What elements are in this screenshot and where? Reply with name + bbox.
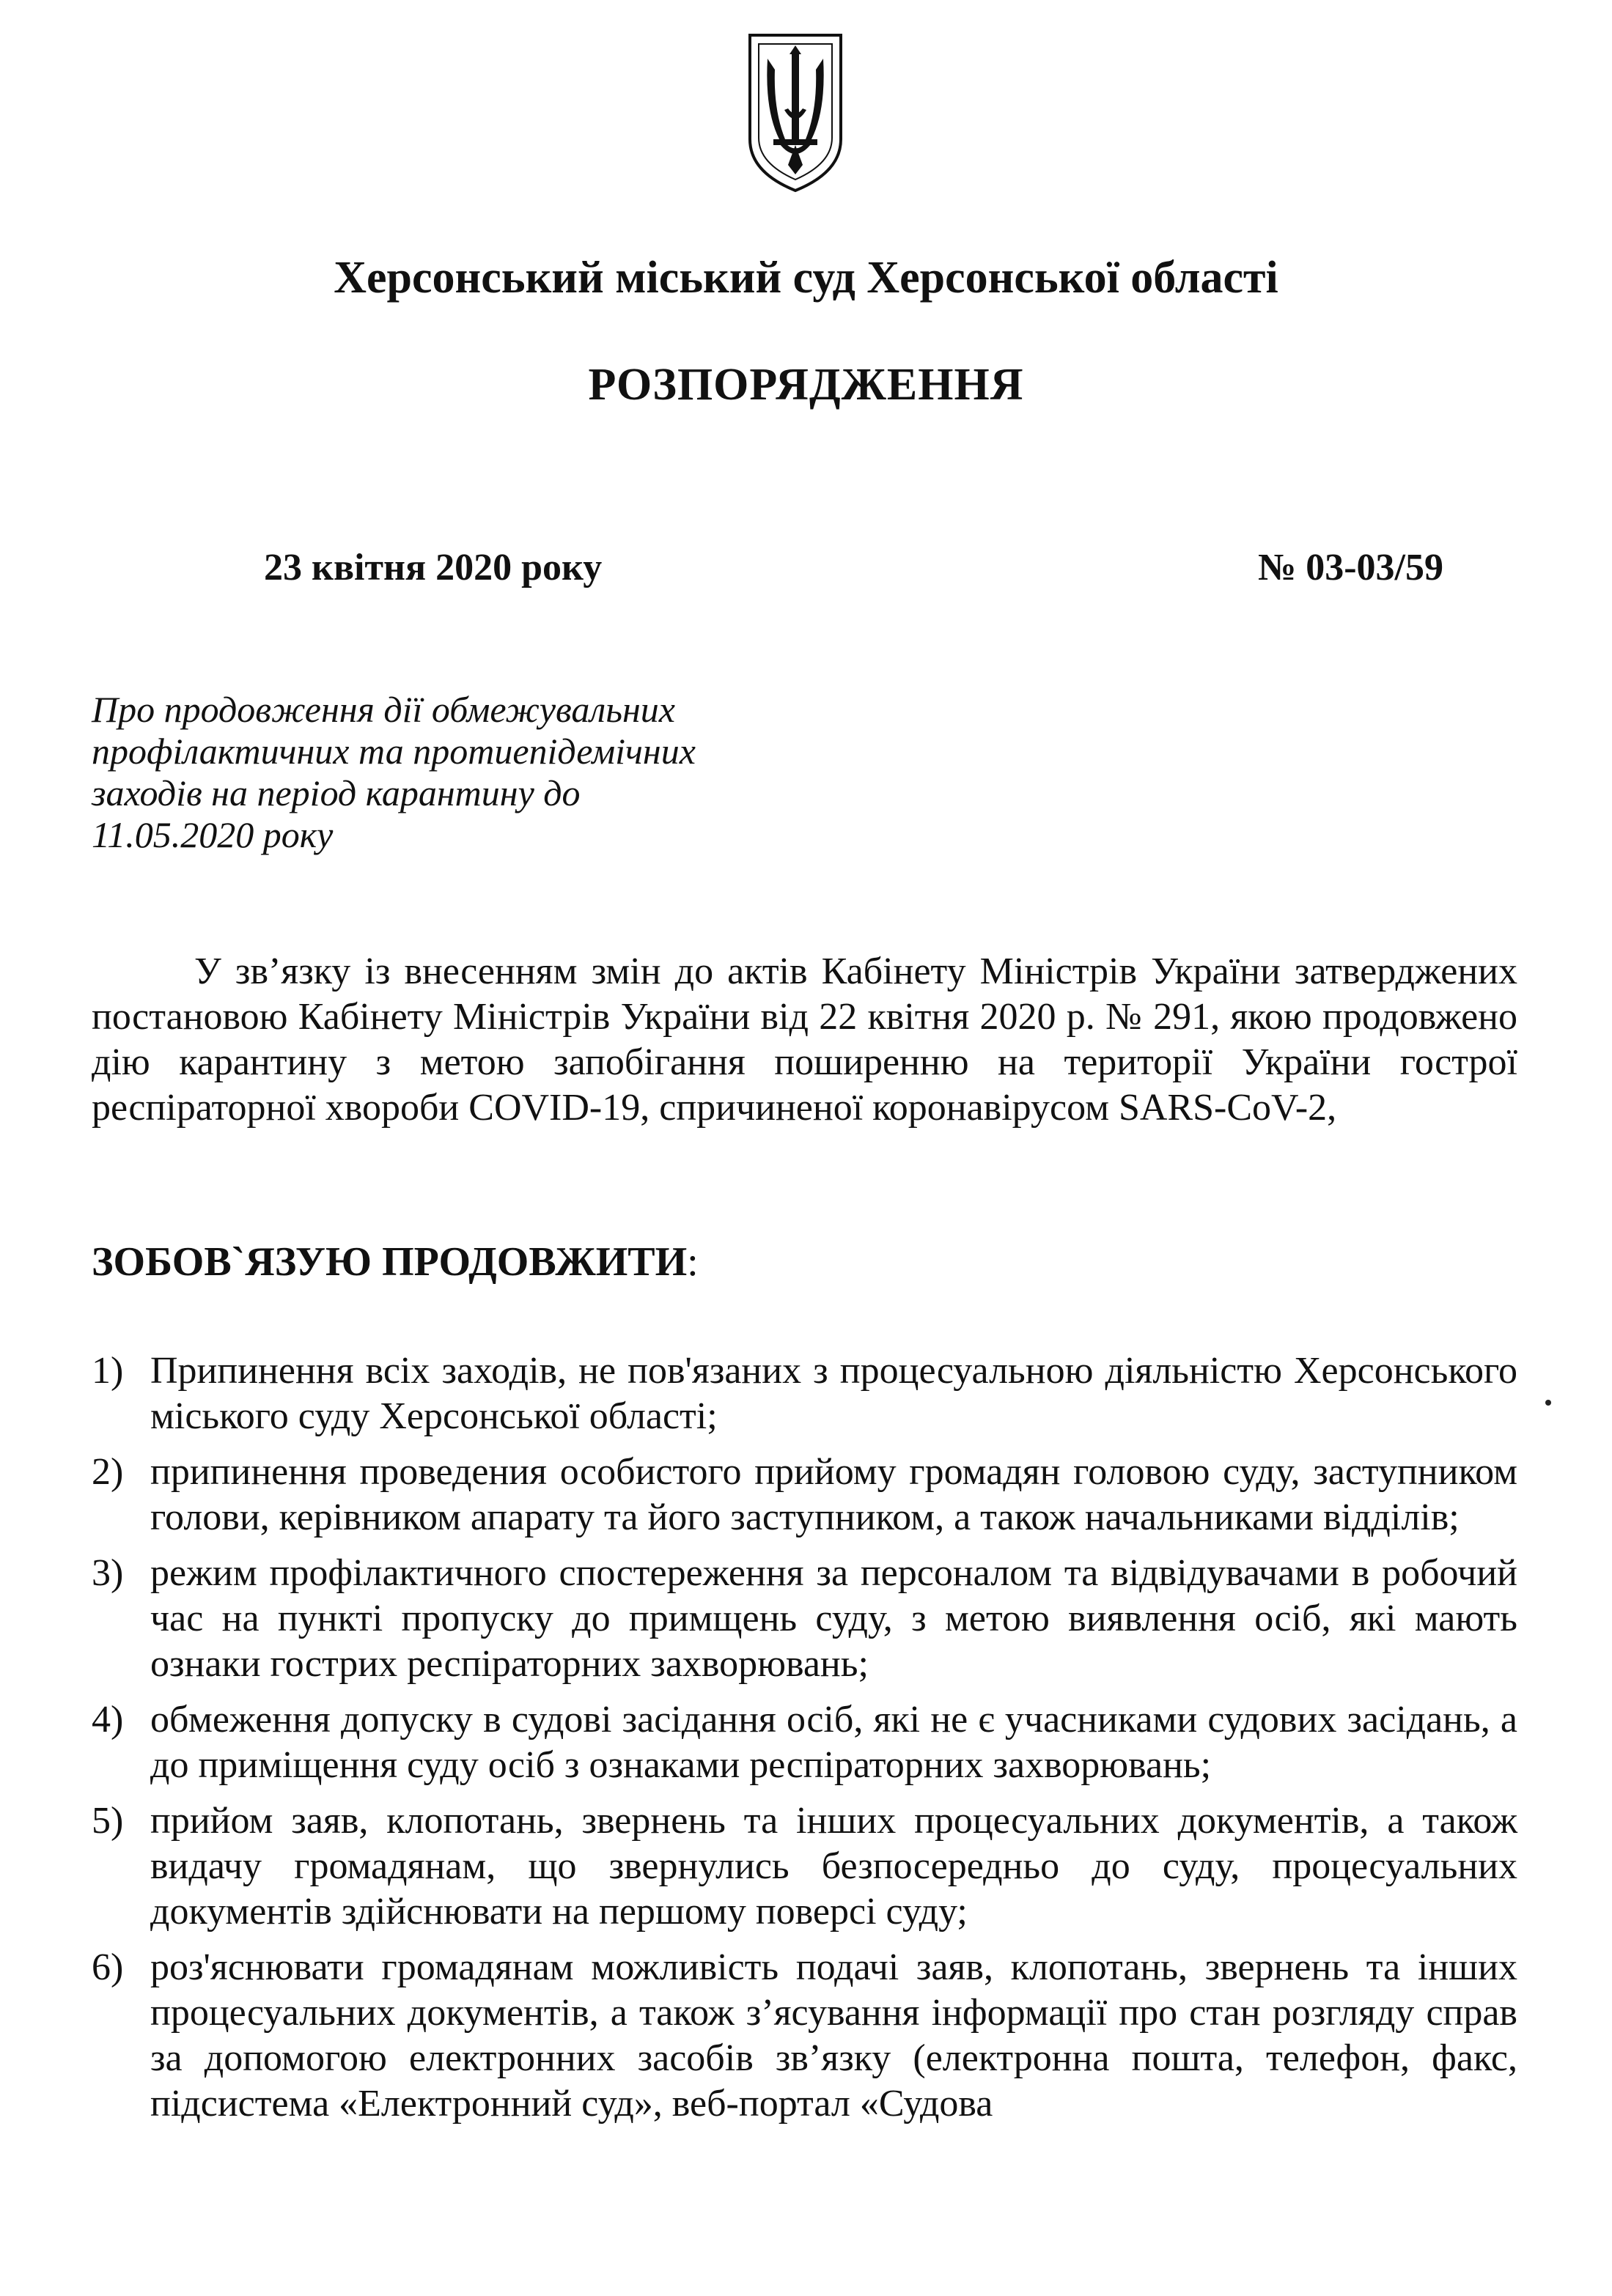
item-text: роз'яснювати громадянам можливість подачі заяв, клопотань, звернень та інших процесуальних документів, а також з’ясування інформації про стан розгляду справ за допомогою електронних засобів зв’язку (електронна пошта, телефон, факс, підсистема «Електронний суд», веб-портал «Судова [150,1946,1517,2125]
document-date: 23 квітня 2020 року [264,547,603,588]
list-item [92,1551,1517,1687]
document-type: РОЗПОРЯДЖЕННЯ [588,360,1024,410]
item-text: режим профілактичного спостереження за персоналом та відвідувачами в робочий час на пункті пропуску до примщень суду, з метою виявлення осіб, які мають ознаки гострих респіраторних захворювань; [150,1552,1517,1685]
list-item [92,1348,1517,1439]
list-item [92,1945,1517,2127]
item-text: прийом заяв, клопотань, звернень та інших процесуальних документів, а також видачу громадянам, що звернулись безпосередньо до суду, процесуальних документів здійснювати на першому поверсі суду; [150,1800,1517,1933]
subject-line: заходів на період карантину до [92,772,581,813]
list-item [92,1450,1517,1540]
list-item [92,1697,1517,1788]
item-number: 5) [92,1800,124,1842]
item-text: припинення проведения особистого прийому громадян головою суду, заступником голови, керівником апарату та його заступником, а також начальниками відділів; [150,1451,1517,1538]
trident-coat-of-arms-icon [744,29,847,194]
subject-line: 11.05.2020 року [92,814,334,855]
item-number: 3) [92,1552,124,1594]
item-number: 4) [92,1699,124,1741]
scan-speck [1545,1400,1551,1406]
item-text: обмеження допуску в судові засідання осіб, які не є учасниками судових засідань, а до приміщення суду осіб з ознаками респіраторних захворювань; [150,1699,1517,1786]
item-number: 1) [92,1350,124,1392]
preamble-paragraph: У зв’язку із внесенням змін до актів Кабінету Міністрів України затверджених постановою Кабінету Міністрів України від 22 квітня 2020 р. № 291, якою продовжено дію карантину з метою запобігання поширенню на території України гострої респіраторної хвороби COVID-19, спричиненої коронавірусом SARS-CoV-2, [92,950,1517,1129]
item-number: 2) [92,1451,124,1493]
subject-line: Про продовження дії обмежувальних [92,689,675,730]
directive-items-list [92,1348,1517,2137]
list-item [92,1798,1517,1935]
directive-text: ЗОБОВ`ЯЗУЮ ПРОДОВЖИТИ [92,1239,688,1285]
directive-heading [92,1239,699,1285]
item-number: 6) [92,1946,124,1988]
subject-line: профілактичних та протиепідемічних [92,731,696,772]
document-number: № 03-03/59 [1257,547,1443,588]
item-text: Припинення всіх заходів, не пов'язаних з процесуальною діяльністю Херсонського міського суду Херсонської області; [150,1350,1517,1437]
directive-colon: : [687,1239,699,1285]
court-name: Херсонський міський суд Херсонської області [334,253,1278,303]
document-subject [92,689,861,856]
